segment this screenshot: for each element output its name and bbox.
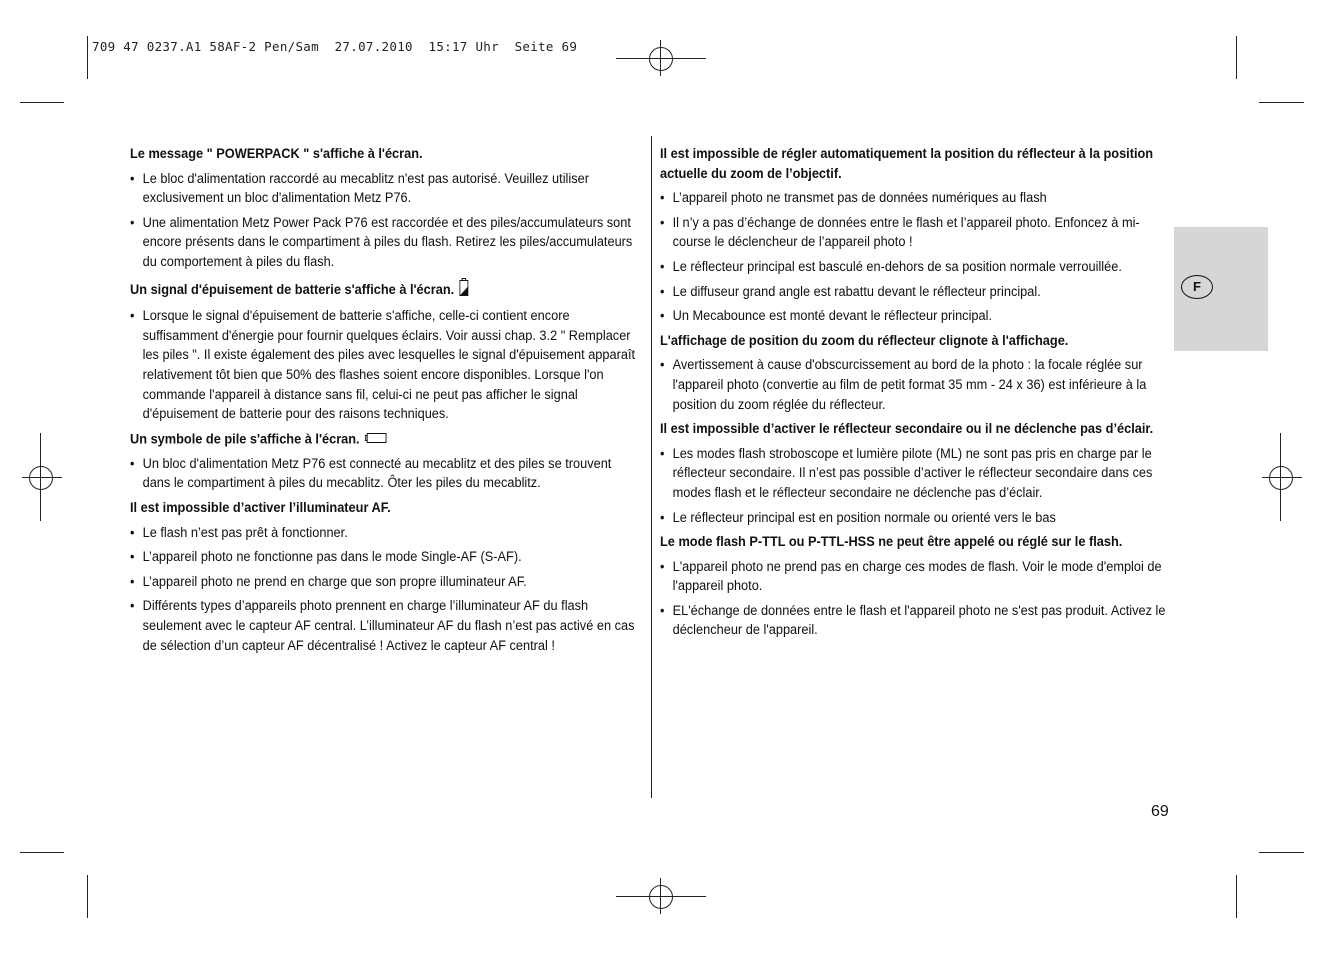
list-item: • Le réflecteur principal est en position normale ou orienté vers le bas: [660, 509, 1056, 526]
section-battery-low: [130, 278, 639, 425]
section-battery-symbol: [130, 430, 639, 494]
list-item: • L’appareil photo ne fonctionne pas dans le mode Single-AF (S-AF).: [130, 549, 522, 566]
section-reflector-position: [660, 145, 1171, 327]
list-item: • EL'échange de données entre le flash et l'appareil photo ne s'est pas produit. Activez le déclencheur de l'appareil.: [660, 602, 1166, 639]
battery-icon: [365, 430, 387, 450]
list-item: • Un Mecabounce est monté devant le réflecteur principal.: [660, 308, 993, 325]
section-heading: Un signal d'épuisement de batterie s'affiche à l'écran.: [130, 278, 639, 303]
crop-mark: [1259, 102, 1304, 103]
list-item: • Le réflecteur principal est basculé en-dehors de sa position normale verrouillée.: [660, 258, 1122, 275]
language-badge: F: [1181, 275, 1213, 299]
list-item: • L’appareil photo ne transmet pas de données numériques au flash: [660, 190, 1047, 207]
left-column: [130, 145, 639, 661]
section-pttl-mode: [660, 533, 1171, 641]
list-item: • Le bloc d'alimentation raccordé au mecablitz n'est pas autorisé. Veuillez utiliser exclusivement un bloc d'alimentation Metz P76.: [130, 170, 589, 207]
section-heading: Il est impossible de régler automatiquement la position du réflecteur à la position actuelle du zoom de l’objectif.: [660, 146, 1154, 182]
list-item: • Il n’y a pas d’échange de données entre le flash et l’appareil photo. Enfoncez à mi-course le déclencheur de l’appareil photo !: [660, 214, 1140, 251]
crop-mark: [1236, 36, 1237, 79]
list-item: • L'appareil photo ne prend pas en charge ces modes de flash. Voir le mode d'emploi de l'appareil photo.: [660, 558, 1162, 595]
list-item: • Le flash n’est pas prêt à fonctionner.: [130, 524, 348, 541]
list-item: • Les modes flash stroboscope et lumière pilote (ML) ne sont pas pris en charge par le réflecteur secondaire. Il n’est pas possible d’activer le réflecteur secondaire dans ces modes flash et le réflecteur secondaire ne déclenche pas d’éclair.: [660, 445, 1153, 501]
list-item: • Une alimentation Metz Power Pack P76 est raccordée et des piles/accumulateurs sont encore présents dans le compartiment à piles du flash. Retirez les piles/accumulateurs du comportement à piles du flash.: [130, 214, 633, 270]
crop-mark: [1236, 875, 1237, 918]
section-heading: Il est impossible d’activer le réflecteur secondaire ou il ne déclenche pas d’éclair.: [660, 421, 1154, 438]
crop-mark: [1259, 852, 1304, 853]
section-powerpack: [130, 145, 639, 273]
crop-mark: [20, 102, 64, 103]
crop-mark: [87, 36, 88, 79]
list-item: • L’appareil photo ne prend en charge que son propre illuminateur AF.: [130, 573, 527, 590]
section-heading: Il est impossible d’activer l’illuminateur AF.: [130, 500, 391, 517]
battery-low-icon: [460, 278, 469, 303]
section-heading: Le mode flash P-TTL ou P-TTL-HSS ne peut être appelé ou réglé sur le flash.: [660, 534, 1123, 551]
section-zoom-blinking: [660, 332, 1171, 415]
crop-mark: [20, 852, 64, 853]
crop-mark: [87, 875, 88, 918]
right-column: [660, 145, 1171, 646]
print-header: 709 47 0237.A1 58AF-2 Pen/Sam 27.07.2010 15:17 Uhr Seite 69: [92, 39, 578, 54]
list-item: • Le diffuseur grand angle est rabattu devant le réflecteur principal.: [660, 283, 1041, 300]
list-item: • Un bloc d'alimentation Metz P76 est connecté au mecablitz et des piles se trouvent dans le compartiment à piles du mecablitz. Ôter les piles du mecablitz.: [130, 455, 612, 492]
section-heading: Un symbole de pile s'affiche à l'écran.: [130, 430, 639, 450]
section-af-illuminator: [130, 499, 639, 656]
section-secondary-reflector: [660, 420, 1171, 528]
section-heading: Le message " POWERPACK " s'affiche à l'écran.: [130, 146, 423, 162]
list-item: • Lorsque le signal d'épuisement de batterie s'affiche, celle-ci contient encore suffisamment d'énergie pour fournir quelques éclairs. Voir aussi chap. 3.2 " Remplacer les piles ". Il existe également des piles avec lesquelles le signal d'épuisement apparaît relativement tôt bien que 50% des flashes soient encore disponibles. Lorsque l'on commande l'appareil à distance sans fil, celui-ci ne peut pas afficher le signal d'épuisement de batterie pour des raisons techniques.: [130, 308, 636, 423]
column-divider: [651, 136, 652, 798]
section-heading: L'affichage de position du zoom du réflecteur clignote à l'affichage.: [660, 332, 1069, 349]
page-number: 69: [1151, 803, 1169, 820]
list-item: • Différents types d’appareils photo prennent en charge l’illuminateur AF du flash seulement avec le capteur AF central. L’illuminateur AF du flash n’est pas activé en cas de sélection d’un capteur AF décentralisé ! Activez le capteur AF central !: [130, 598, 635, 654]
list-item: • Avertissement à cause d'obscurcissement au bord de la photo : la focale réglée sur l'appareil photo (convertie au film de petit format 35 mm - 24 x 36) est inférieure à la position du zoom réglée du réflecteur.: [660, 357, 1147, 413]
language-tab: [1174, 227, 1268, 351]
